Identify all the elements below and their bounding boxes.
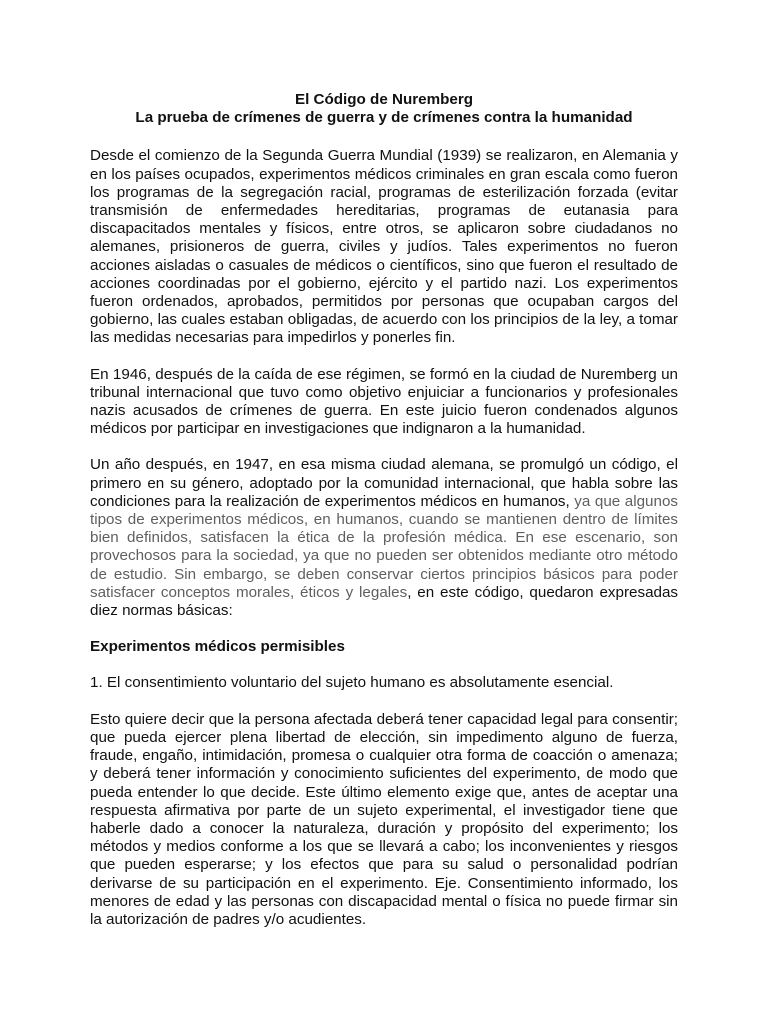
paragraph-code-text-2: , en este código, quedaron expresadas diez normas básicas: xyxy=(90,583,678,620)
paragraph-consent: Esto quiere decir que la persona afectada deberá tener capacidad legal para consentir; que pueda ejercer plena libertad de elección, sin impedimento alguno de fuerza, fraude, engaño, intimidación, promesa o cualquier otra forma de coacción o amenaza; y deberá tener información y conocimiento suficientes del experimento, de modo que pueda entender lo que decide. Este último elemento exige que, antes de aceptar una respuesta afirmativa por parte de un sujeto experimental, el investigador tiene que haberle dado a conocer la naturaleza, duración y propósito del experimento; los métodos y medios conforme a los que se llevará a cabo; los inconvenientes y riesgos que pueden esperarse; y los efectos que para su salud o personalidad podrían derivarse de su participación en el experimento. Eje. Consentimiento informado, los menores de edad y las personas con discapacidad mental o física no puede firmar sin la autorización de padres y/o acudientes. xyxy=(90,710,678,928)
paragraph-code xyxy=(90,456,678,620)
document-subtitle: La prueba de crímenes de guerra y de crímenes contra la humanidad xyxy=(135,109,633,127)
paragraph-code-gray-text: ya que algunos tipos de experimentos médicos, en humanos, cuando se mantienen dentro de límites bien definidos, satisfacen la ética de la profesión médica. En ese escenario, son provechosos para la sociedad, ya que no pueden ser obtenidos mediante otro método de estudio. Sin embargo, se deben conservar ciertos principios básicos para poder satisfacer conceptos morales, éticos y legales xyxy=(90,492,678,601)
section-heading: Experimentos médicos permisibles xyxy=(90,638,345,656)
document-title: El Código de Nuremberg xyxy=(294,91,474,108)
document-page xyxy=(90,91,678,947)
title-block xyxy=(90,91,678,127)
paragraph-code-text-1: Un año después, en 1947, en esa misma ciudad alemana, se promulgó un código, el primero en su género, adoptado por la comunidad internacional, que habla sobre las condiciones para la realización de experimentos médicos en humanos, xyxy=(90,456,678,510)
paragraph-tribunal: En 1946, después de la caída de ese régimen, se formó en la ciudad de Nuremberg un tribunal internacional que tuvo como objetivo enjuiciar a funcionarios y profesionales nazis acusados de crímenes de guerra. En este juicio fueron condenados algunos médicos por participar en investigaciones que indignaron a la humanidad. xyxy=(90,365,678,438)
rule-1: 1. El consentimiento voluntario del sujeto humano es absolutamente esencial. xyxy=(90,674,614,692)
paragraph-intro: Desde el comienzo de la Segunda Guerra Mundial (1939) se realizaron, en Alemania y en los países ocupados, experimentos médicos criminales en gran escala como fueron los programas de la segregación racial, programas de esterilización forzada (evitar transmisión de enfermedades hereditarias, programas de eutanasia para discapacitados mentales y físicos, entre otros, se aplicaron sobre ciudadanos no alemanes, prisioneros de guerra, civiles y judíos. Tales experimentos no fueron acciones aisladas o casuales de médicos o científicos, sino que fueron el resultado de acciones coordinadas por el gobierno, ejército y el partido nazi. Los experimentos fueron ordenados, aprobados, permitidos por personas que ocupaban cargos del gobierno, las cuales estaban obligadas, de acuerdo con los principios de la ley, a tomar las medidas necesarias para impedirlos y ponerles fin. xyxy=(90,147,678,347)
